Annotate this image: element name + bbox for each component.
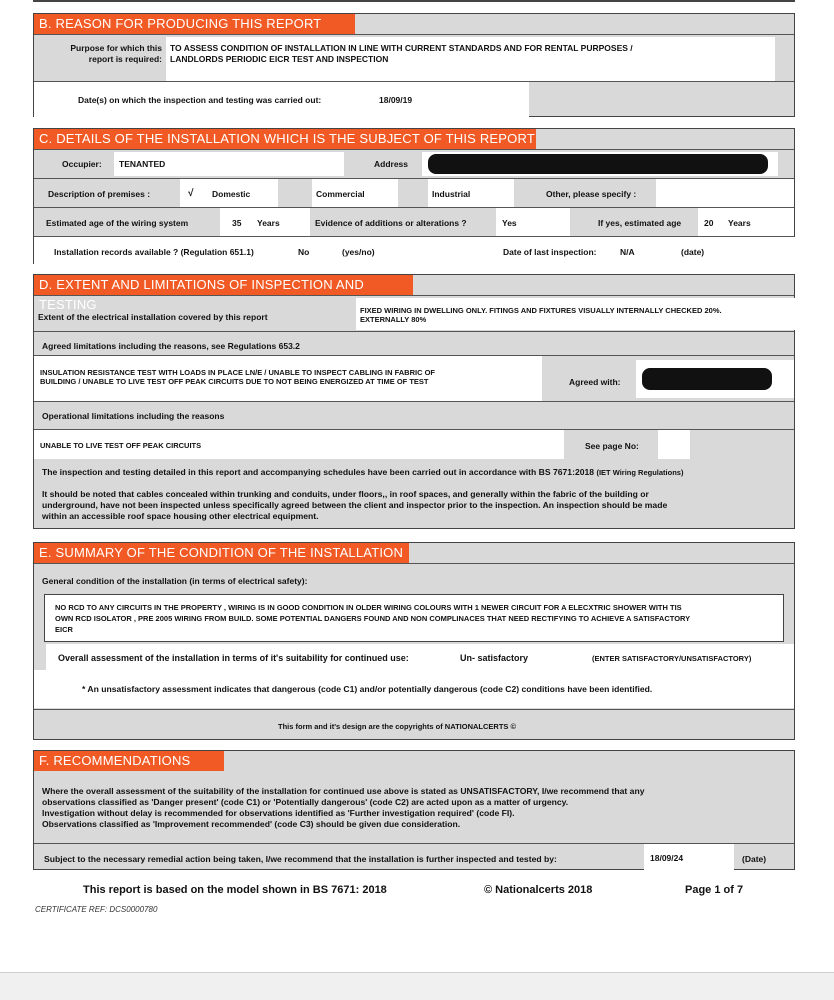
check-icon: √ [188,188,194,199]
page-bottom-edge [0,972,834,1000]
commercial-label: Commercial [316,189,365,199]
dates-box [34,82,529,117]
copyright-row [34,709,794,741]
subject-row [34,843,794,871]
additions-field[interactable] [496,208,570,236]
age-label: Estimated age of the wiring system [46,218,189,228]
certificate-ref: CERTIFICATE REF: DCS0000780 [35,905,158,914]
purpose-label-2: report is required: [88,54,162,64]
extent-value-1: FIXED WIRING IN DWELLING ONLY. FITINGS AND FIXTURES VISUALLY INTERNALLY CHECKED 20%. [360,306,722,315]
warning-text: * An unsatisfactory assessment indicates that dangerous (code C1) and/or potentially dangerous (code C2) conditions have been identified. [82,684,653,694]
general-field[interactable] [44,594,784,642]
subject-label: Subject to the necessary remedial action being taken, I/we recommend that the installation is further inspected and tested by: [44,854,557,864]
age-value: 35 [232,218,242,228]
extent-row [34,295,794,331]
agreed-label: Agreed limitations including the reasons, see Regulations 653.2 [42,341,300,351]
address-field[interactable] [422,152,778,176]
other-field[interactable] [656,179,794,207]
statement-main: The inspection and testing detailed in this report and accompanying schedules have been carried out in accordance with BS 7671:2018 [42,467,595,477]
extent-label: Extent of the electrical installation covered by this report [38,312,268,322]
subject-value: 18/09/24 [650,853,684,863]
note-line-1: It should be noted that cables concealed within trunking and conduits, under floors,, in roof spaces, and generally within the fabric of the building or [42,489,649,499]
top-border [33,0,795,2]
operational-header-row [34,401,794,429]
records-box [34,237,796,265]
records-value[interactable]: No [298,247,310,257]
other-label: Other, please specify : [546,189,637,199]
overall-label: Overall assessment of the installation in terms of it's suitability for continued use: [58,653,409,663]
purpose-value-1: TO ASSESS CONDITION OF INSTALLATION IN LINE WITH CURRENT STANDARDS AND FOR RENTAL PURPOSES / [170,43,633,53]
premises-row [34,178,794,207]
occupier-value: TENANTED [119,159,166,169]
agreed-value-1: INSULATION RESISTANCE TEST WITH LOADS IN PLACE LN/E / UNABLE TO INSPECT CABLING IN FABRIC OF [40,368,436,377]
footer-model: This report is based on the model shown in BS 7671: 2018 [83,884,387,896]
address-label: Address [374,159,409,169]
warning-row [34,670,794,708]
recommendation-line-4: Observations classified as 'Improvement recommended' (code C3) should be given due consideration. [42,819,461,829]
additions-value: Yes [502,218,517,228]
overall-hint: (ENTER SATISFACTORY/UNSATISFACTORY) [592,654,752,663]
purpose-field[interactable] [166,37,775,82]
occupier-row [34,149,794,178]
statement-text [42,467,683,478]
additions-label: Evidence of additions or alterations ? [315,218,467,228]
note-line-2: underground, have not been inspected unless specifically agreed between the client and inspector prior to the inspection. An inspection should be made [42,500,668,510]
section-c-title: C. DETAILS OF THE INSTALLATION WHICH IS THE SUBJECT OF THIS REPORT [34,129,536,149]
dates-value[interactable]: 18/09/19 [379,95,413,105]
recommendation-line-2: observations classified as 'Danger present' (code C1) or 'Potentially dangerous' (code C2) are acted upon as a matter of urgency. [42,797,569,807]
records-label: Installation records available ? (Regulation 651.1) [54,247,254,257]
agreed-with-label: Agreed with: [569,377,621,387]
agreed-value-2: BUILDING / UNABLE TO LIVE TEST OFF PEAK CIRCUITS DUE TO NOT BEING ENERGIZED AT TIME OF TEST [40,377,429,386]
subject-field[interactable] [644,844,734,871]
occupier-field[interactable] [114,152,344,176]
operational-value: UNABLE TO LIVE TEST OFF PEAK CIRCUITS [40,441,202,450]
operational-row [34,429,794,459]
est-age-label: If yes, estimated age [598,218,682,228]
premises-label: Description of premises : [48,189,151,199]
recommendation-line-3: Investigation without delay is recommended for observations identified as 'Further investigation required' (code FI). [42,808,515,818]
age-unit: Years [257,218,280,228]
form-copyright: This form and it's design are the copyrights of NATIONALCERTS © [278,722,517,731]
overall-value[interactable]: Un- satisfactory [460,653,529,663]
general-value-3: EICR [55,625,73,634]
section-b [33,13,795,117]
extent-value-2: EXTERNALLY 80% [360,315,427,324]
last-insp-value[interactable]: N/A [620,247,635,257]
recommendation-line-1: Where the overall assessment of the suitability of the installation for continued use above is stated as UNSATISFACTORY, I/we recommend that any [42,786,645,796]
note-line-3: within an accessible roof space housing other electrical equipment. [42,511,319,521]
agreed-field[interactable] [34,356,542,401]
section-d-title: D. EXTENT AND LIMITATIONS OF INSPECTION AND TESTING [34,275,413,295]
purpose-value-2: LANDLORDS PERIODIC EICR TEST AND INSPECTION [170,54,389,64]
subject-hint: (Date) [742,854,767,864]
agreed-row [34,355,794,401]
section-f-title: F. RECOMMENDATIONS [34,751,224,771]
extent-field[interactable] [356,298,796,330]
footer-copyright: © Nationalcerts 2018 [484,884,593,896]
statement-block [34,459,794,530]
section-f [33,750,795,870]
age-field[interactable] [220,208,310,236]
section-d [33,274,795,529]
general-header-row [34,563,794,587]
agreed-with-field[interactable] [636,360,794,398]
general-value-2: OWN RCD ISOLATOR , PRE 2005 WIRING FROM BUILD. SOME POTENTIAL DANGERS FOUND AND NON COMPLINACES THAT NEED RECTIFYING TO ACHIEVE A SATISFACTORY [55,614,691,623]
statement-small: (IET Wiring Regulations) [596,468,684,477]
overall-row [46,644,794,670]
footer-page: Page 1 of 7 [685,884,744,896]
section-c [33,128,795,264]
purpose-label-1: Purpose for which this [70,43,162,53]
domestic-label: Domestic [212,189,251,199]
records-row [34,236,794,265]
agreed-with-redaction [642,368,772,390]
recommendation-text-block [34,771,794,837]
operational-field[interactable] [34,430,564,459]
domestic-option[interactable] [180,179,278,207]
est-age-field[interactable] [698,208,794,236]
address-redaction [428,154,768,174]
last-insp-hint: (date) [681,247,705,257]
dates-row [34,81,794,118]
general-label: General condition of the installation (in terms of electrical safety): [42,576,308,586]
commercial-option[interactable] [312,179,398,207]
records-hint: (yes/no) [342,247,375,257]
industrial-option[interactable] [428,179,514,207]
agreed-header-row [34,331,794,355]
occupier-label: Occupier: [62,159,102,169]
section-e [33,542,795,740]
section-b-title: B. REASON FOR PRODUCING THIS REPORT [34,14,355,34]
see-page-field[interactable] [658,430,690,459]
general-value-1: NO RCD TO ANY CIRCUITS IN THE PROPERTY , WIRING IS IN GOOD CONDITION IN OLDER WIRING COLOURS WITH 1 NEWER CIRCUIT FOR A ELECXTRIC SHOWER WITH TIS [55,603,682,612]
age-row [34,207,794,236]
last-insp-label: Date of last inspection: [503,247,597,257]
dates-label: Date(s) on which the inspection and testing was carried out: [78,95,322,105]
est-age-unit: Years [728,218,751,228]
see-page-label: See page No: [585,441,639,451]
industrial-label: Industrial [432,189,471,199]
section-e-title: E. SUMMARY OF THE CONDITION OF THE INSTALLATION [34,543,409,563]
est-age-value: 20 [704,218,714,228]
operational-label: Operational limitations including the reasons [42,411,225,421]
